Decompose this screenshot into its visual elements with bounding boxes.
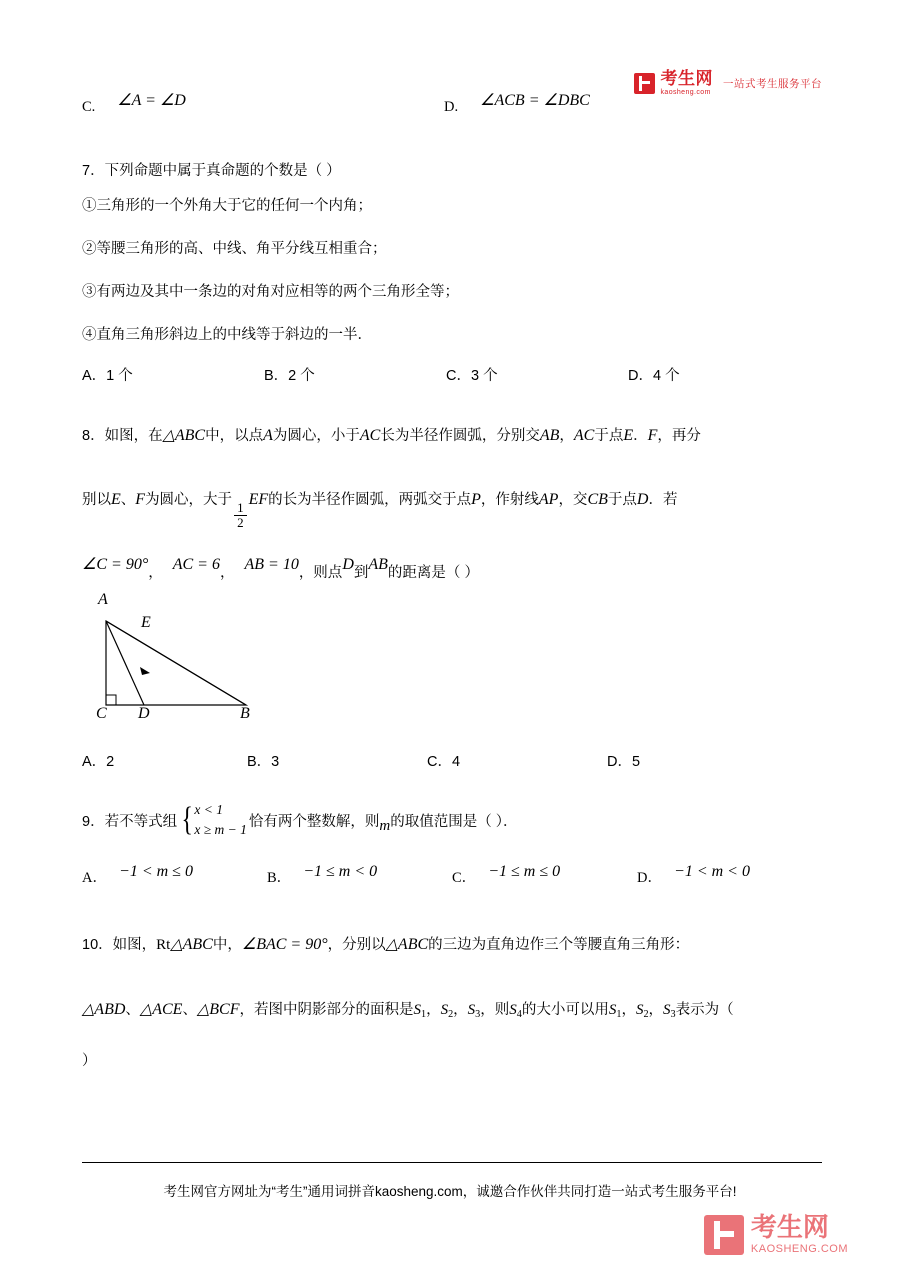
- q10-stem-line2: [82, 997, 842, 1023]
- q10-c1: ，: [426, 1002, 441, 1018]
- q10-S4: $S_4$: [509, 1002, 522, 1020]
- q8-l1-AB: AB: [539, 427, 560, 444]
- q8-l2-b: 、: [120, 492, 136, 508]
- watermark-cn: 考生网: [750, 1212, 829, 1242]
- q10-stem-line1: [82, 932, 827, 958]
- q7-option-d[interactable]: D．4 个: [628, 368, 680, 384]
- figure-label-A: A: [98, 591, 108, 608]
- q10-l1-angle: ∠BAC = 90°: [241, 936, 328, 953]
- figure-label-D: D: [138, 705, 150, 722]
- q9-option-a-label: A．: [82, 870, 107, 886]
- q8-l2-CB: CB: [587, 491, 608, 508]
- logo-en-text: kaosheng.com: [660, 89, 711, 96]
- q8-l2-g: 于点: [607, 492, 637, 508]
- watermark-en: KAOSHENG.COM: [750, 1243, 848, 1255]
- q10-S1b: $S_1$: [608, 1002, 622, 1020]
- q8-l2-f: ，交: [558, 492, 588, 508]
- q9-post-a: 恰有两个整数解，则: [248, 814, 380, 830]
- q8-l2-D: D: [636, 491, 649, 508]
- q8-l2-a: 别以: [82, 492, 111, 508]
- q6-optC-math: ∠A = ∠D: [117, 92, 186, 109]
- q10-sep2: 、: [182, 1002, 197, 1018]
- q8-l1-E: E: [623, 427, 634, 444]
- q8-figure: [88, 591, 288, 728]
- q10-tri-BCF: △BCF: [196, 1001, 240, 1018]
- q9-ineq-2: x ≥ m − 1: [194, 821, 247, 837]
- logo-mark-icon: [634, 73, 655, 94]
- q9-option-b[interactable]: [267, 863, 452, 887]
- q9-option-d-label: D．: [637, 870, 662, 886]
- q8-l2-EF: EF: [248, 491, 269, 508]
- logo-text: [661, 70, 714, 96]
- q8-l1-g: ．: [633, 428, 648, 444]
- q10-l1-a: 10．如图，: [82, 937, 157, 953]
- q8-option-d[interactable]: D．5: [607, 754, 641, 770]
- q8-l2-d: 的长为半径作圆弧，两弧交于点: [268, 492, 472, 508]
- q8-l1-d: 长为半径作圆弧，分别交: [380, 428, 540, 444]
- q8-l2-h: ．若: [648, 492, 678, 508]
- logo-slogan: 一站式考生服务平台: [723, 77, 822, 90]
- q9-post-b: 的取值范围是（ ）．: [390, 814, 518, 830]
- q8-figure-svg: [88, 603, 288, 728]
- logo-cn-text: 考生网: [660, 69, 713, 88]
- q8-l3-ABseg: AB: [368, 556, 388, 573]
- q8-l2-P: P: [471, 491, 481, 508]
- q9-pre: 9．若不等式组: [82, 814, 178, 830]
- q8-option-b[interactable]: B．3: [247, 754, 280, 770]
- q10-sep1: 、: [125, 1002, 140, 1018]
- q10-tri-ABD: △ABD: [82, 1001, 126, 1018]
- footer-watermark: [704, 1214, 848, 1255]
- q8-option-a[interactable]: A．2: [82, 754, 115, 770]
- q8-l3-sep2: ，: [219, 565, 235, 581]
- q10-l2-a: ，若图中阴影部分的面积是: [239, 1002, 414, 1018]
- q7-options: [82, 364, 822, 385]
- q9-option-a-math: −1 < m ≤ 0: [119, 863, 193, 880]
- q8-l1-AC2: AC: [573, 427, 595, 444]
- q10-l2-c: 的大小可以用: [521, 1002, 609, 1018]
- fraction-denominator: 2: [234, 515, 247, 530]
- q8-l3-D: D: [342, 556, 354, 573]
- q10-l1-rt: Rt: [156, 937, 171, 953]
- q8-l1-A: A: [263, 427, 273, 444]
- q8-l1-b: 中，以点: [205, 428, 264, 444]
- q10-S3: $S_3$: [467, 1002, 481, 1020]
- figure-label-C: C: [96, 705, 107, 722]
- q7-item-3: ③有两边及其中一条边的对角对应相等的两个三角形全等；: [82, 284, 459, 300]
- q10-c2: ，: [453, 1002, 468, 1018]
- q6-optD-math: ∠ACB = ∠DBC: [480, 92, 590, 109]
- q9-ineq-1: x < 1: [194, 802, 224, 818]
- q8-l1-h: ，再分: [657, 428, 701, 444]
- q7-option-b[interactable]: B．2 个: [264, 368, 315, 384]
- q8-l3-angleC: ∠C = 90°: [82, 556, 149, 573]
- q9-options: [82, 863, 827, 887]
- q10-S2: $S_2$: [440, 1002, 454, 1020]
- q8-l3-sep4: 到: [353, 565, 369, 581]
- q9-option-d-math: −1 < m < 0: [674, 863, 750, 880]
- system-brace: {: [181, 801, 193, 839]
- watermark-mark-icon: [704, 1215, 744, 1255]
- q8-l1-a: 8．如图，在: [82, 428, 163, 444]
- q8-fraction-half: [234, 501, 247, 531]
- q8-l3-sep1: ，: [148, 565, 163, 581]
- q10-l2-d: 表示为（: [675, 1002, 734, 1018]
- q7-item-1: ①三角形的一个外角大于它的任何一个内角；: [82, 198, 372, 214]
- q9-option-b-label: B．: [267, 870, 292, 886]
- q10-c3: ，: [621, 1002, 636, 1018]
- q7-option-a[interactable]: A．1 个: [82, 368, 133, 384]
- figure-label-B: B: [240, 705, 250, 722]
- q9-option-d[interactable]: [637, 863, 822, 887]
- q8-l1-F: F: [647, 427, 658, 444]
- q8-l3-AB: AB = 10: [244, 556, 299, 573]
- q9-option-b-math: −1 ≤ m < 0: [303, 863, 378, 880]
- fraction-numerator: 1: [237, 499, 244, 515]
- q9-stem: [82, 800, 827, 839]
- q7-option-c[interactable]: C．3 个: [446, 368, 498, 384]
- q8-l3-sep3: ，则点: [298, 565, 343, 581]
- q8-l1-e: ，: [559, 428, 574, 444]
- q9-option-c-label: C．: [452, 870, 477, 886]
- q8-l3-sep5: 的距离是（ ）: [387, 565, 479, 581]
- q10-S3b: $S_3$: [663, 1002, 676, 1020]
- q6-optD-label: D.: [444, 99, 459, 115]
- q9-option-a[interactable]: [82, 863, 267, 887]
- q9-option-c-math: −1 ≤ m ≤ 0: [488, 863, 561, 880]
- q7-stem: 7．下列命题中属于真命题的个数是（ ）: [82, 163, 341, 179]
- q7-item-2: ②等腰三角形的高、中线、角平分线互相重合；: [82, 241, 387, 257]
- q10-l1-b: 中，: [212, 937, 242, 953]
- q8-stem-line1: [82, 423, 827, 449]
- q8-stem-line2: [82, 487, 827, 531]
- q8-l2-E: E: [111, 491, 121, 508]
- q7-item-4: ④直角三角形斜边上的中线等于斜边的一半．: [82, 327, 372, 343]
- figure-label-E: E: [141, 614, 151, 631]
- footer-note: 考生网官方网址为“考生”通用词拼音kaosheng.com，诚邀合作伙伴共同打造一站式考生服务平台!: [163, 1184, 737, 1199]
- q9-system: [179, 800, 247, 839]
- q8-l1-AC: AC: [359, 427, 381, 444]
- system-rows: [194, 800, 247, 839]
- q10-stem-line3: ）: [82, 1053, 97, 1069]
- q10-S1: $S_1$: [413, 1002, 427, 1020]
- q10-tri-ACE: △ACE: [139, 1001, 183, 1018]
- q10-l1-tri1: △ABC: [170, 936, 213, 953]
- q9-post-m: m: [379, 818, 391, 834]
- q10-l1-d: 的三边为直角边作三个等腰直角三角形：: [428, 937, 690, 953]
- q8-l3-AC: AC = 6: [172, 556, 220, 573]
- q8-option-c[interactable]: C．4: [427, 754, 461, 770]
- q8-l1-f: 于点: [594, 428, 624, 444]
- footer-divider: [82, 1162, 822, 1163]
- q10-S2b: $S_2$: [635, 1002, 649, 1020]
- q8-options: [82, 750, 822, 771]
- q10-l1-c: ，分别以: [327, 937, 386, 953]
- q8-l1-c: 为圆心，小于: [272, 428, 360, 444]
- q9-option-c[interactable]: [452, 863, 637, 887]
- q8-l2-e: ，作射线: [480, 492, 539, 508]
- q8-l2-c: 为圆心，大于: [145, 492, 233, 508]
- q6-optC-label: C.: [82, 99, 96, 115]
- site-logo: [634, 70, 823, 96]
- q10-c4: ，: [648, 1002, 664, 1018]
- watermark-text: [751, 1214, 848, 1255]
- q8-l2-AP: AP: [538, 491, 559, 508]
- q8-l2-F: F: [135, 491, 146, 508]
- q10-l2-b: ，则: [480, 1002, 510, 1018]
- q8-l1-tri: △ABC: [162, 427, 206, 444]
- q10-l1-tri2: △ABC: [385, 936, 429, 953]
- q8-stem-line3: [82, 552, 827, 581]
